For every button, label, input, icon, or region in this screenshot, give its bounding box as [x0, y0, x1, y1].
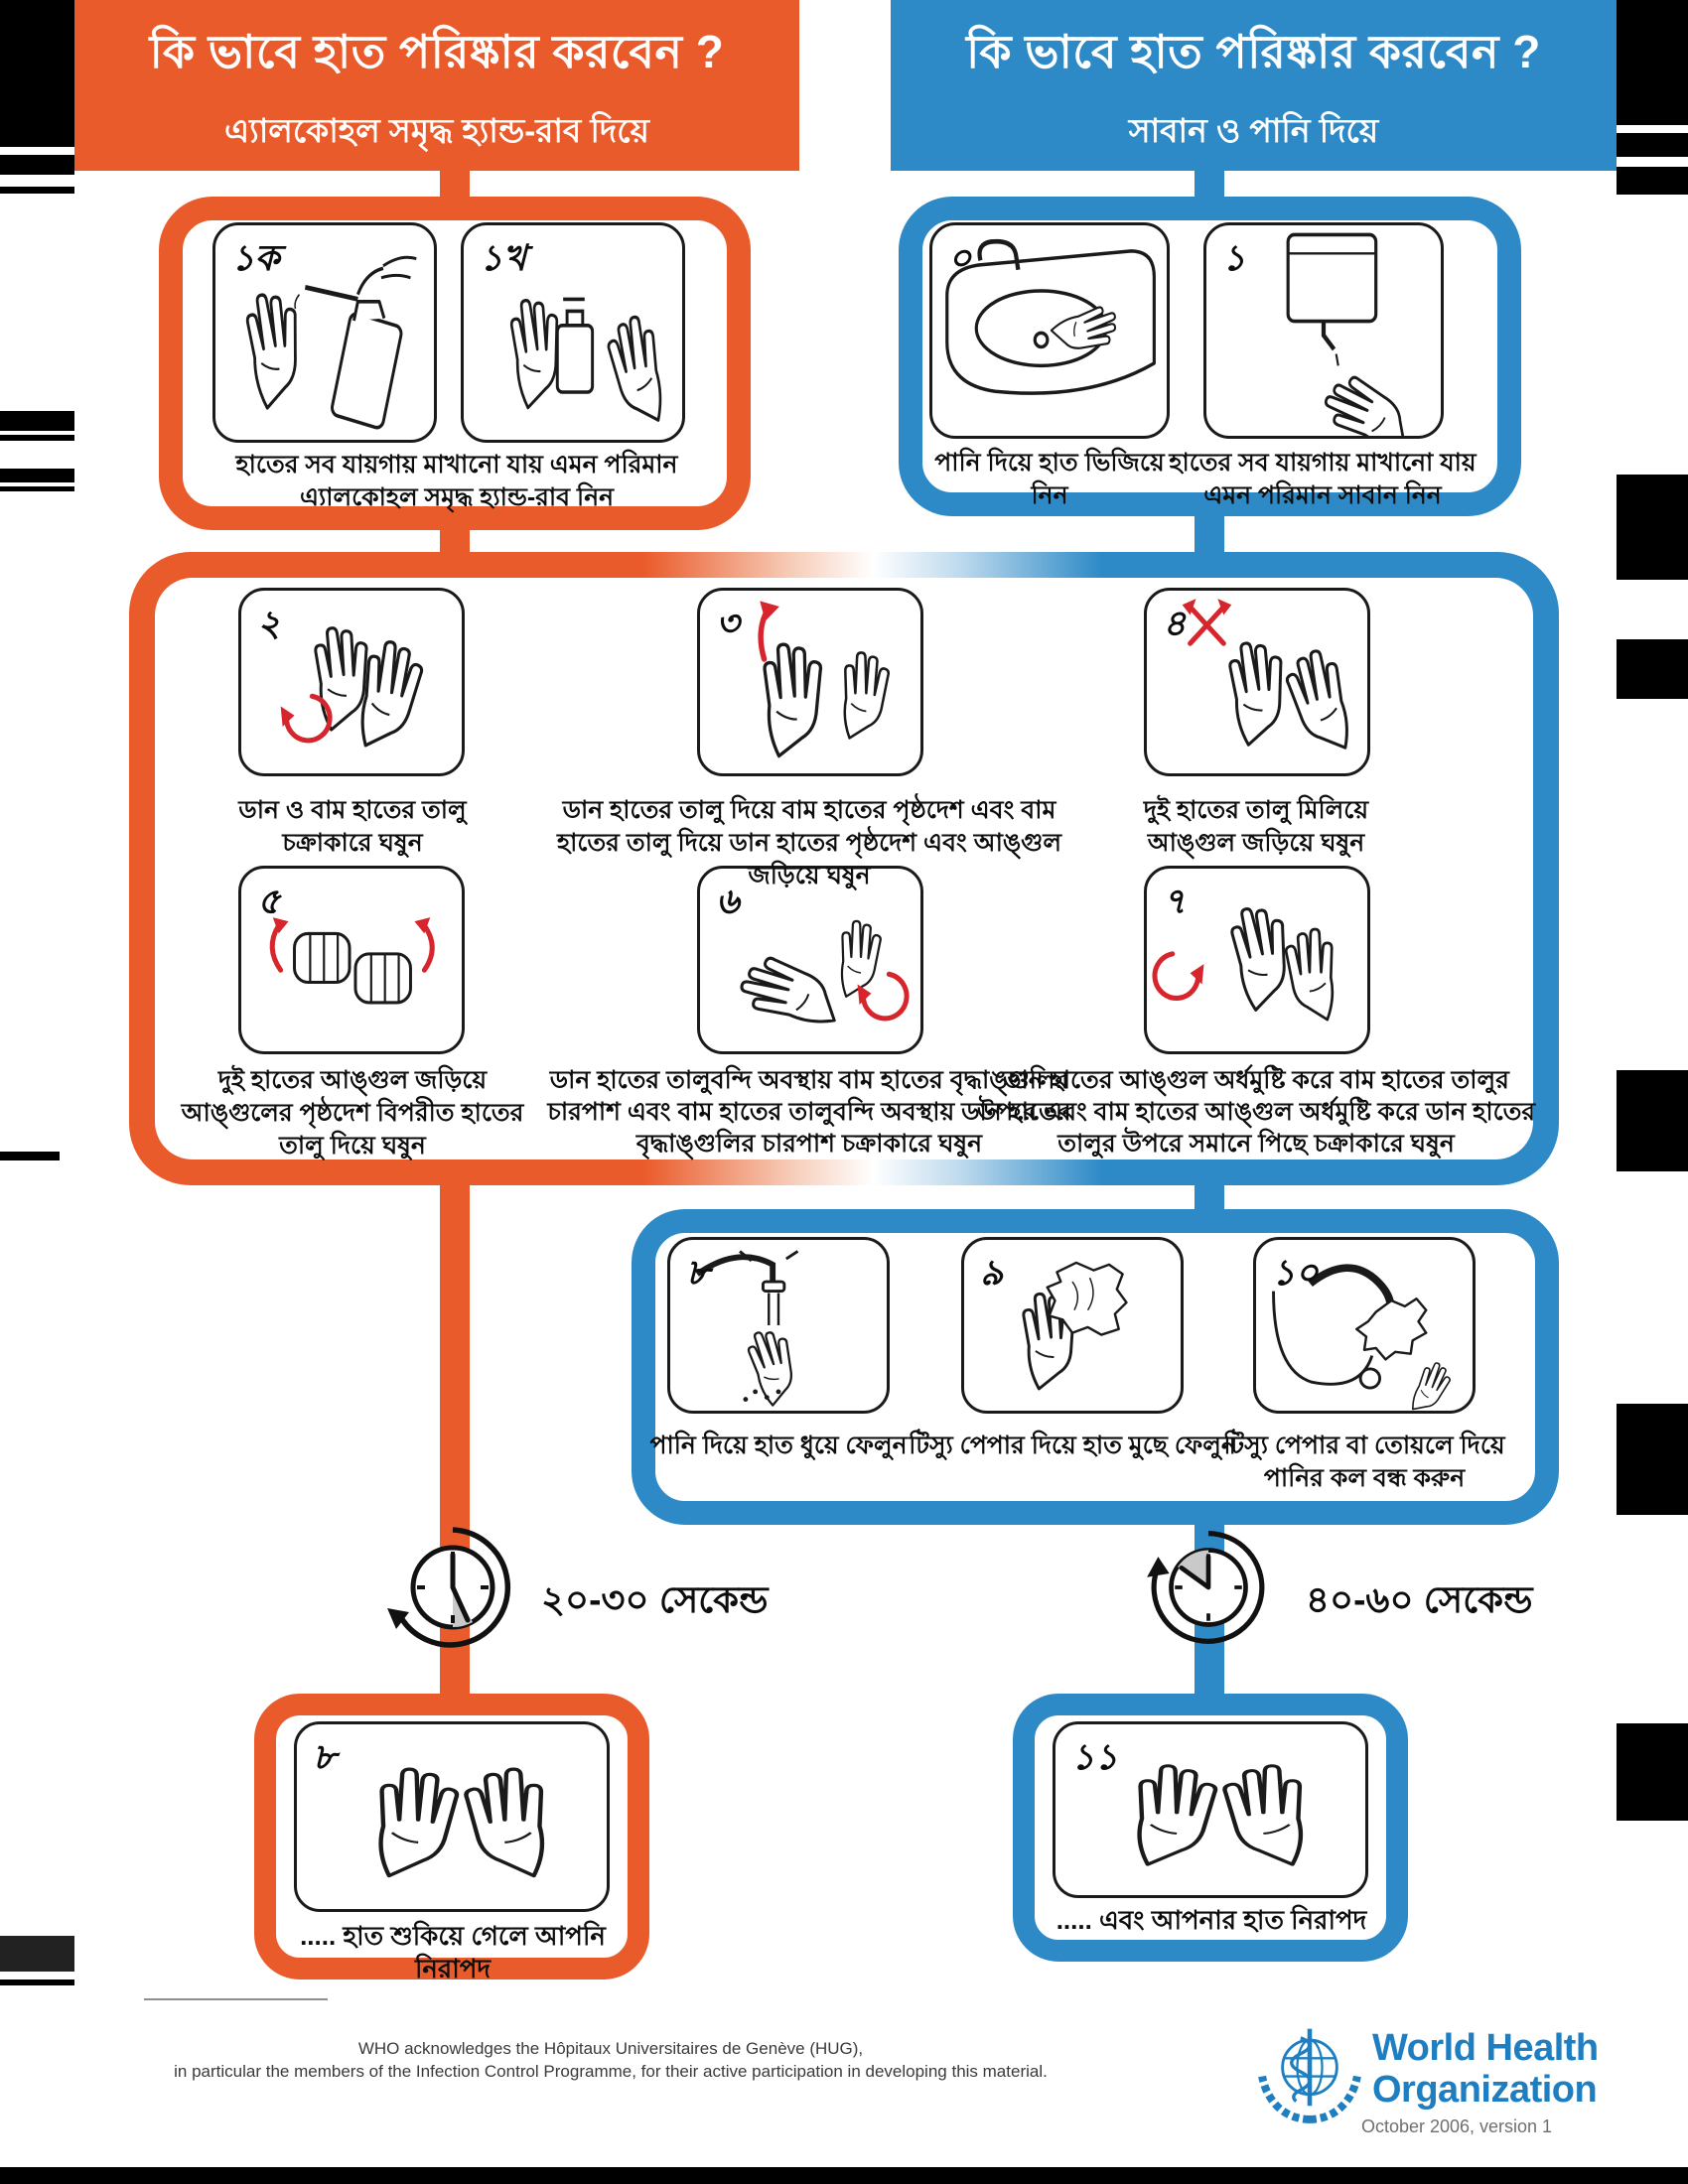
scan-mark — [0, 1979, 74, 1985]
step-panel-8 — [667, 1237, 890, 1414]
step-number-1b: ১খ — [480, 237, 527, 278]
who-wordmark-line2: Organization — [1372, 2069, 1598, 2111]
header-soap-subtitle: সাবান ও পানি দিয়ে — [1128, 112, 1379, 149]
caption-step-1ab: হাতের সব যায়গায় মাখানো যায় এমন পরিমান এ্যালকোহল সমৃদ্ধ হ্যান্ড-রাব নিন — [235, 451, 678, 511]
step-number-3: ৩ — [716, 603, 740, 643]
scan-mark — [1617, 639, 1688, 699]
timer-clock-icon — [383, 1513, 532, 1662]
step-panel-5 — [238, 866, 465, 1054]
header-alcohol-title: কি ভাবে হাত পরিষ্কার করবেন ? — [149, 26, 725, 77]
step-panel-3 — [697, 588, 923, 776]
scan-mark — [0, 1152, 60, 1160]
acknowledgement-text — [114, 2037, 1107, 2083]
scan-mark — [0, 486, 74, 491]
who-wordmark — [1372, 2027, 1599, 2111]
step-panel-0 — [929, 222, 1170, 439]
caption-step-0: পানি দিয়ে হাত ভিজিয়ে নিন — [934, 449, 1165, 509]
timer-label-alcohol: ২০-৩০ সেকেন্ড — [541, 1579, 769, 1620]
scan-mark — [1617, 0, 1688, 125]
scan-mark — [1617, 475, 1688, 580]
scan-mark — [0, 435, 74, 441]
step-number-6: ৬ — [716, 881, 740, 921]
acknowledgement-line2: in particular the members of the Infection Control Programme, for their active participation in developing this material. — [174, 2062, 1048, 2081]
step-number-2: ২ — [257, 603, 281, 643]
step-panel-10 — [1253, 1237, 1476, 1414]
scan-mark — [1617, 133, 1688, 157]
acknowledgement-line1: WHO acknowledges the Hôpitaux Universitaires de Genève (HUG), — [357, 2039, 864, 2058]
step-panel-6 — [697, 866, 923, 1054]
step-panel-final-alcohol — [294, 1721, 610, 1912]
scan-mark — [1617, 1070, 1688, 1171]
flow-connector-blue — [1195, 510, 1224, 558]
scan-mark — [1617, 1723, 1688, 1821]
scan-mark — [0, 411, 74, 431]
step-panel-7 — [1144, 866, 1370, 1054]
step-panel-4 — [1144, 588, 1370, 776]
step-number-5: ৫ — [257, 881, 281, 921]
step-panel-2 — [238, 588, 465, 776]
scan-mark — [0, 155, 74, 175]
step-panel-1a — [212, 222, 437, 443]
step-number-4: ৪ — [1163, 603, 1187, 643]
step-number-0: ০ — [948, 237, 972, 278]
step-number-7: ৭ — [1163, 881, 1187, 921]
step-number-final-soap: ১১ — [1071, 1736, 1118, 1777]
caption-step-1: হাতের সব যায়গায় মাখানো যায় এমন পরিমান সাবান নিন — [1169, 449, 1477, 509]
caption-step-7: ডান হাতের আঙ্গুল অর্ধমুষ্টি করে বাম হাতের তালুর উপরে এবং বাম হাতের আঙ্গুল অর্ধমুষ্টি করে ডান হাতের তালুর উপরে সমানে পিছে চক্রাকারে ঘষুন — [976, 1066, 1536, 1158]
red-cross-arrows — [1183, 599, 1232, 643]
caption-final-alcohol: ..... হাত শুকিয়ে গেলে আপনি নিরাপদ — [300, 1921, 606, 1983]
who-logo-icon — [1253, 2015, 1366, 2128]
footer-divider — [144, 1998, 328, 2000]
caption-final-soap: ..... এবং আপনার হাত নিরাপদ — [1055, 1905, 1367, 1935]
caption-step-8: পানি দিয়ে হাত ধুয়ে ফেলুন — [649, 1432, 908, 1459]
scan-mark — [0, 1936, 74, 1972]
caption-step-2: ডান ও বাম হাতের তালু চক্রাকারে ঘষুন — [238, 796, 467, 857]
caption-step-6: ডান হাতের তালুবন্দি অবস্থায় বাম হাতের বৃদ্ধাঙ্গুলির চারপাশ এবং বাম হাতের তালুবন্দি অবস্থায় ডান হাতের বৃদ্ধাঙ্গুলির চারপাশ চক্রাকারে ঘষুন — [547, 1066, 1071, 1158]
header-alcohol-subtitle: এ্যালকোহল সমৃদ্ধ হ্যান্ড-রাব দিয়ে — [224, 112, 649, 149]
timer-label-soap: ৪০-৬০ সেকেন্ড — [1306, 1579, 1533, 1620]
scan-mark — [0, 2167, 1688, 2184]
step-number-1: ১ — [1222, 237, 1246, 278]
caption-step-5: দুই হাতের আঙ্গুল জড়িয়ে আঙ্গুলের পৃষ্ঠদেশ বিপরীত হাতের তালু দিয়ে ঘষুন — [181, 1066, 524, 1160]
step-number-9: ৯ — [980, 1252, 1004, 1293]
step-number-8: ৮ — [686, 1252, 710, 1293]
step-number-10: ১০ — [1272, 1252, 1319, 1293]
caption-step-3: ডান হাতের তালু দিয়ে বাম হাতের পৃষ্ঠদেশ এবং বাম হাতের তালু দিয়ে ডান হাতের পৃষ্ঠদেশ এবং আঙ্গুল জড়িয়ে ঘষুন — [557, 796, 1061, 889]
step-number-final-alcohol: ৮ — [313, 1736, 337, 1777]
timer-clock-icon — [1134, 1513, 1283, 1662]
header-alcohol-rub — [74, 0, 799, 171]
caption-step-10: টিস্যু পেপার বা তোয়লে দিয়ে পানির কল বন্ধ করুন — [1223, 1432, 1505, 1492]
version-text: October 2006, version 1 — [1360, 2116, 1553, 2136]
scan-mark — [0, 469, 74, 482]
step-panel-9 — [961, 1237, 1184, 1414]
who-wordmark-line1: World Health — [1372, 2027, 1599, 2069]
scan-mark — [1617, 1404, 1688, 1515]
caption-step-4: দুই হাতের তালু মিলিয়ে আঙ্গুল জড়িয়ে ঘষুন — [1143, 796, 1369, 857]
illustration-final-alcohol — [297, 1724, 607, 1909]
caption-step-9: টিস্যু পেপার দিয়ে হাত মুছে ফেলুন — [909, 1432, 1236, 1459]
step-panel-1 — [1203, 222, 1444, 439]
header-soap-water — [891, 0, 1617, 171]
scan-mark — [1617, 167, 1688, 195]
scan-mark — [0, 187, 74, 194]
step-number-1a: ১ক — [231, 237, 280, 278]
scan-mark — [0, 0, 74, 147]
step-panel-final-soap — [1053, 1721, 1368, 1898]
header-soap-title: কি ভাবে হাত পরিষ্কার করবেন ? — [966, 26, 1541, 77]
step-panel-1b — [461, 222, 685, 443]
